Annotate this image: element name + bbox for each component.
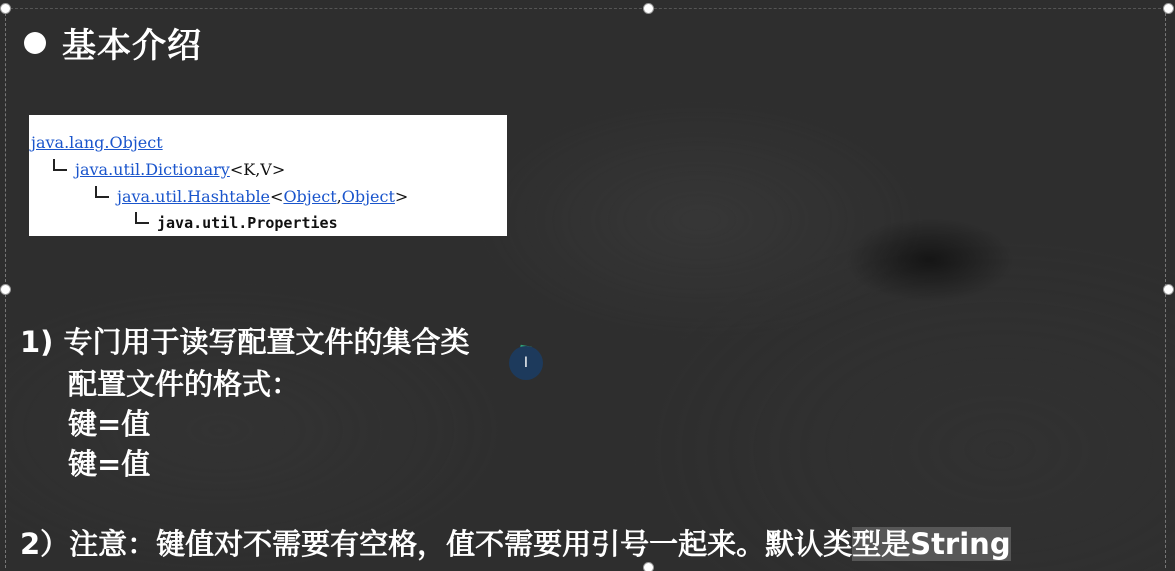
bullet-icon xyxy=(24,32,46,54)
point-1-text: 1) 专门用于读写配置文件的集合类 xyxy=(20,325,470,359)
slide-title xyxy=(24,18,202,67)
text-cursor-icon xyxy=(509,346,543,380)
generic-comma: , xyxy=(336,187,342,206)
cursor-glyph: I xyxy=(523,355,529,371)
hierarchy-line-hashtable xyxy=(95,186,408,206)
generic-open: < xyxy=(270,187,284,206)
link-java-util-hashtable[interactable]: java.util.Hashtable xyxy=(117,187,271,206)
link-object-arg1[interactable]: Object xyxy=(283,187,337,206)
tree-corner-icon xyxy=(95,186,109,198)
class-hierarchy-image xyxy=(29,115,507,236)
resize-handle-top-left[interactable] xyxy=(0,3,11,14)
tree-corner-icon xyxy=(135,212,149,224)
key-value-example-2: 键=值 xyxy=(68,447,151,481)
resize-handle-top[interactable] xyxy=(643,3,654,14)
link-java-lang-object[interactable]: java.lang.Object xyxy=(31,133,163,152)
properties-class-name: java.util.Properties xyxy=(157,214,338,232)
point-2-text xyxy=(20,522,1011,563)
resize-handle-top-right[interactable] xyxy=(1163,3,1174,14)
hierarchy-line-object xyxy=(31,133,163,152)
point-2-tail: 型是String xyxy=(852,527,1011,561)
slide-frame xyxy=(5,8,1166,568)
link-object-arg2[interactable]: Object xyxy=(341,187,395,206)
slide-title-text: 基本介绍 xyxy=(62,26,202,66)
key-value-example-1: 键=值 xyxy=(68,407,151,441)
generic-close: > xyxy=(394,187,409,206)
tree-corner-icon xyxy=(53,159,67,171)
resize-handle-right[interactable] xyxy=(1163,284,1174,295)
link-java-util-dictionary[interactable]: java.util.Dictionary xyxy=(75,160,230,179)
hierarchy-line-dictionary xyxy=(53,159,285,179)
resize-handle-bottom[interactable] xyxy=(643,562,654,571)
dictionary-generics: <K,V> xyxy=(229,160,286,179)
resize-handle-left[interactable] xyxy=(0,284,11,295)
format-label: 配置文件的格式： xyxy=(68,367,301,401)
hierarchy-line-properties xyxy=(135,212,338,232)
point-2-main: 2）注意：键值对不需要有空格，值不需要用引号一起来。默认类 xyxy=(20,527,853,561)
